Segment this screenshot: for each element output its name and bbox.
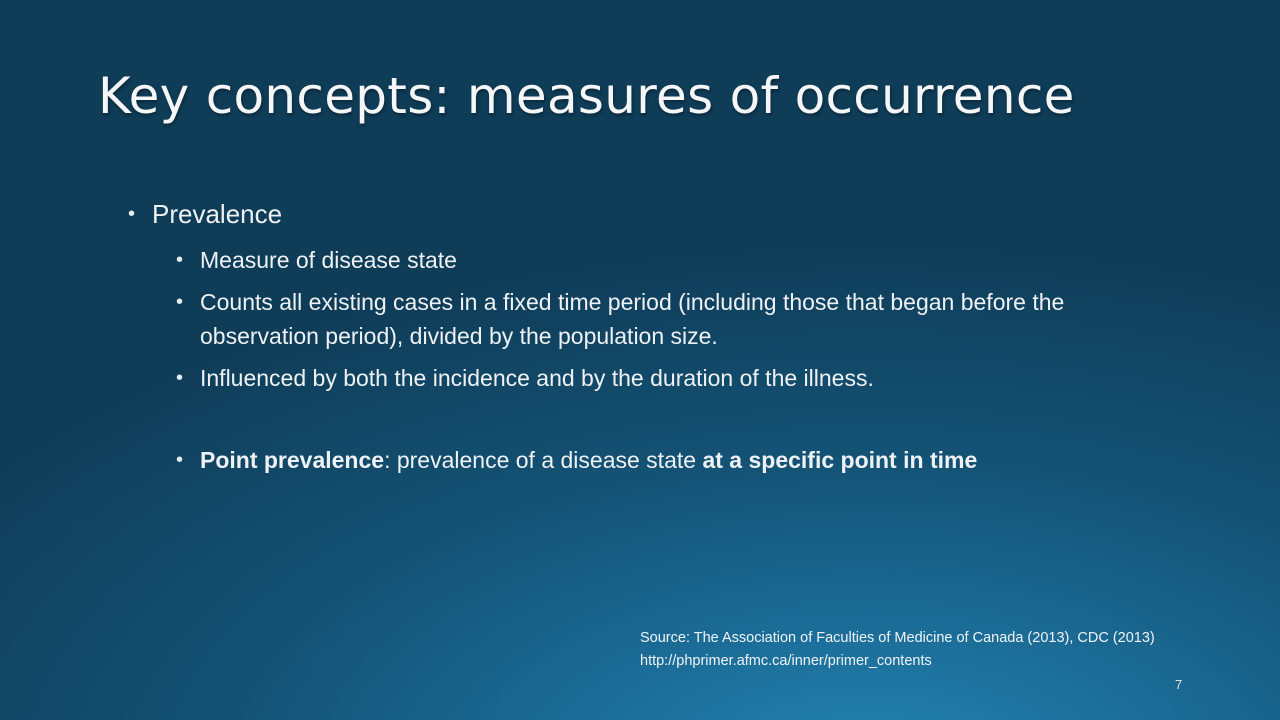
point-prevalence-emphasis: at a specific point in time <box>702 447 978 473</box>
bullet-measure-state-text: Measure of disease state <box>200 247 457 273</box>
bullet-influenced-text: Influenced by both the incidence and by the duration of the illness. <box>200 365 874 391</box>
slide-title: Key concepts: measures of occurrence <box>98 67 1075 125</box>
bullet-prevalence <box>128 196 282 232</box>
bullet-dot: • <box>176 449 184 471</box>
point-prevalence-separator: : prevalence of a disease state <box>384 447 703 473</box>
bullet-dot: • <box>176 291 184 313</box>
bullet-dot: • <box>128 203 136 225</box>
bullet-point-prevalence-text <box>176 443 1176 477</box>
bullet-counts-text: Counts all existing cases in a fixed time period (including those that began before the observation period), divided by the population size. <box>200 289 1065 349</box>
bullet-counts <box>176 285 1176 353</box>
bullet-measure-state <box>176 243 1176 277</box>
bullet-point-prevalence <box>176 443 1176 477</box>
source-url: http://phprimer.afmc.ca/inner/primer_contents <box>640 653 932 669</box>
source-line: Source: The Association of Faculties of Medicine of Canada (2013), CDC (2013) <box>640 630 1155 646</box>
bullet-dot: • <box>176 249 184 271</box>
bullet-prevalence-text: Prevalence <box>152 199 283 229</box>
bullet-influenced <box>176 361 1176 395</box>
page-number: 7 <box>1175 677 1183 692</box>
point-prevalence-term: Point prevalence <box>200 447 385 473</box>
bullet-dot: • <box>176 367 184 389</box>
source-citation <box>640 627 1155 673</box>
